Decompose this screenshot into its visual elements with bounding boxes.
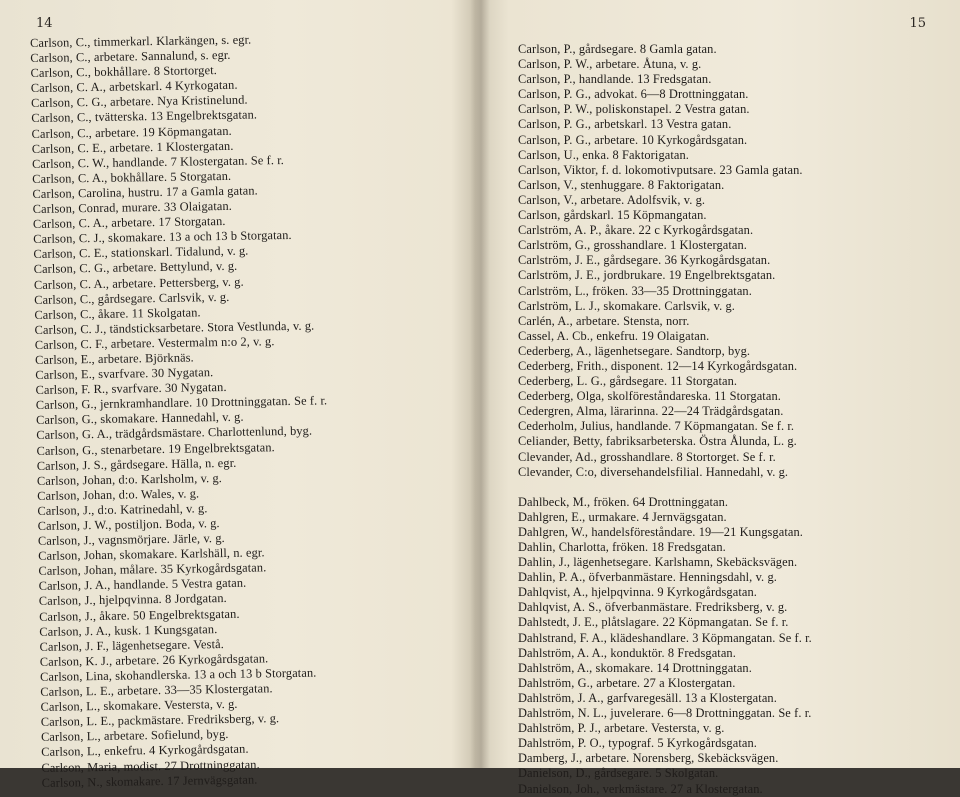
directory-entry: Carlson, P., handlande. 13 Fredsgatan. bbox=[518, 72, 712, 87]
directory-entry: Carlson, C. E., arbetare. 1 Klostergatan. bbox=[31, 138, 234, 156]
directory-entry: Carlson, Carolina, hustru. 17 a Gamla gatan. bbox=[32, 183, 258, 201]
directory-entry: Carlson, C. A., arbetare. Pettersberg, v. g. bbox=[33, 274, 244, 292]
directory-entry: Dahlstedt, J. E., plåtslagare. 22 Köpmangatan. Se f. r. bbox=[518, 615, 789, 630]
directory-entry: Carlson, P. W., arbetare. Åtuna, v. g. bbox=[518, 57, 702, 72]
directory-entry: Carlson, L., enkefru. 4 Kyrkogårdsgatan. bbox=[41, 742, 249, 760]
directory-entry: Dahlström, A., skomakare. 14 Drottninggatan. bbox=[518, 660, 752, 675]
directory-entry: Cassel, A. Cb., enkefru. 19 Olaigatan. bbox=[518, 328, 710, 343]
page-number-right: 15 bbox=[909, 16, 926, 31]
directory-entry: Celiander, Betty, fabriksarbeterska. Östra Ålunda, L. g. bbox=[518, 434, 797, 449]
directory-entry: Carlson, U., enka. 8 Faktorigatan. bbox=[518, 147, 689, 162]
directory-entry: Clevander, Ad., grosshandlare. 8 Stortorget. Se f. r. bbox=[518, 449, 776, 464]
directory-entry: Carlson, G. A., trädgårdsmästare. Charlottenlund, byg. bbox=[36, 424, 313, 443]
directory-entry: Carlson, Lina, skohandlerska. 13 a och 13 b Storgatan. bbox=[39, 665, 317, 684]
directory-entry: Carlson, C. G., arbetare. Nya Kristinelund. bbox=[30, 92, 248, 111]
directory-entry: Carlson, J. S., gårdsegare. Hälla, n. egr. bbox=[36, 455, 237, 473]
directory-entry: Carlson, J., d:o. Katrinedahl, v. g. bbox=[37, 501, 208, 518]
directory-entry: Carlson, J. W., postiljon. Boda, v. g. bbox=[37, 516, 220, 533]
directory-entry: Carlson, J. A., kusk. 1 Kungsgatan. bbox=[39, 621, 218, 639]
directory-entry: Cederberg, L. G., gårdsegare. 11 Storgatan. bbox=[518, 374, 738, 389]
directory-entry: Dahlqvist, A., hjelpqvinna. 9 Kyrkogårdsgatan. bbox=[518, 585, 757, 600]
directory-entry: Carlson, C., timmerkarl. Klarkängen, s. egr. bbox=[30, 32, 252, 50]
directory-entry: Carlson, gårdskarl. 15 Köpmangatan. bbox=[518, 208, 707, 223]
directory-entry: Carlström, A. P., åkare. 22 c Kyrkogårdsgatan. bbox=[518, 223, 754, 238]
directory-entry: Carlson, G., skomakare. Hannedahl, v. g. bbox=[35, 410, 244, 428]
directory-entry: Carlson, N., skomakare. 17 Jernvägsgatan. bbox=[41, 772, 258, 790]
directory-entry: Dahlgren, E., urmakare. 4 Jernvägsgatan. bbox=[518, 509, 727, 524]
directory-entry: Dahlin, Charlotta, fröken. 18 Fredsgatan. bbox=[518, 540, 726, 554]
directory-entry: Carlson, E., svarfvare. 30 Nygatan. bbox=[35, 365, 214, 383]
directory-entry: Carlson, Johan, d:o. Wales, v. g. bbox=[37, 486, 200, 503]
directory-entry: Dahlström, A. A., konduktör. 8 Fredsgatan. bbox=[518, 645, 736, 660]
directory-entry: Carlson, F. R., svarfvare. 30 Nygatan. bbox=[35, 380, 227, 398]
directory-entry: Dahlström, P. J., arbetare. Vestersta, v. g. bbox=[518, 721, 725, 736]
directory-entry: Danielson, D., gårdsegare. 5 Skolgatan. bbox=[518, 766, 719, 781]
directory-entry: Carlson, V., stenhuggare. 8 Faktorigatan. bbox=[518, 177, 725, 192]
directory-entry: Carlson, P., gårdsegare. 8 Gamla gatan. bbox=[518, 42, 717, 56]
directory-entry: Carlström, J. E., gårdsegare. 36 Kyrkogårdsgatan. bbox=[518, 253, 771, 268]
directory-entry: Carlström, J. E., jordbrukare. 19 Engelbrektsgatan. bbox=[518, 268, 776, 283]
directory-entry: Dahlstrand, F. A., klädeshandlare. 3 Köpmangatan. Se f. r. bbox=[518, 630, 812, 645]
directory-entry: Carlson, C., åkare. 11 Skolgatan. bbox=[34, 305, 201, 322]
directory-entry: Clevander, C:o, diversehandelsfilial. Hannedahl, v. g. bbox=[518, 464, 789, 479]
directory-entry: Carlström, G., grosshandlare. 1 Klostergatan. bbox=[518, 238, 747, 253]
directory-entry: Carlson, V., arbetare. Adolfsvik, v. g. bbox=[518, 192, 706, 207]
directory-entry: Carlson, C., bokhållare. 8 Stortorget. bbox=[30, 63, 217, 81]
directory-entry: Carlson, C. A., bokhållare. 5 Storgatan. bbox=[32, 168, 232, 186]
directory-entry: Carlson, Johan, målare. 35 Kyrkogårdsgatan. bbox=[38, 560, 267, 579]
directory-entry: Carlson, C. J., tändsticksarbetare. Stora Vestlunda, v. g. bbox=[34, 318, 315, 337]
directory-entry: Carlson, G., jernkramhandlare. 10 Drottninggatan. Se f. r. bbox=[35, 393, 328, 413]
directory-entry: Carlson, L. E., arbetare. 33—35 Klostergatan. bbox=[40, 681, 273, 699]
directory-entry: Carlson, Johan, skomakare. Karlshäll, n. egr. bbox=[38, 545, 265, 564]
directory-entry: Dahlström, J. A., garfvaregesäll. 13 a Klostergatan. bbox=[518, 690, 777, 705]
right-entry-list bbox=[518, 42, 812, 797]
directory-entry: Damberg, J., arbetare. Norensberg, Skebäcksvägen. bbox=[518, 751, 779, 766]
directory-entry: Carlson, P. G., arbetare. 10 Kyrkogårdsgatan. bbox=[518, 132, 748, 147]
directory-entry: Dahlbeck, M., fröken. 64 Drottninggatan. bbox=[518, 494, 729, 509]
directory-entry: Carlson, C., tvätterska. 13 Engelbrektsgatan. bbox=[31, 107, 258, 126]
directory-entry: Carlson, P. G., advokat. 6—8 Drottninggatan. bbox=[518, 87, 749, 102]
directory-entry: Carlén, A., arbetare. Stensta, norr. bbox=[518, 313, 690, 328]
directory-entry: Carlson, C. A., arbetare. 17 Storgatan. bbox=[32, 214, 226, 232]
directory-entry: Carlson, J. F., lägenhetsegare. Vestå. bbox=[39, 636, 224, 654]
directory-entry: Carlström, L. J., skomakare. Carlsvik, v. g. bbox=[518, 298, 735, 313]
directory-entry: Carlström, L., fröken. 33—35 Drottninggatan. bbox=[518, 283, 752, 298]
directory-entry: Carlson, Conrad, murare. 33 Olaigatan. bbox=[32, 198, 233, 217]
directory-entry: Carlson, J. A., handlande. 5 Vestra gatan. bbox=[38, 576, 247, 594]
directory-entry: Carlson, C., gårdsegare. Carlsvik, v. g. bbox=[34, 289, 230, 307]
directory-entry: Dahlqvist, A. S., öfverbanmästare. Fredriksberg, v. g. bbox=[518, 600, 788, 615]
directory-entry: Dahlström, P. O., typograf. 5 Kyrkogårdsgatan. bbox=[518, 736, 757, 751]
directory-entry: Carlson, G., stenarbetare. 19 Engelbrektsgatan. bbox=[36, 439, 275, 458]
directory-entry: Danielson, Joh., verkmästare. 27 a Klostergatan. bbox=[518, 781, 763, 796]
directory-entry: Carlson, C. G., arbetare. Bettylund, v. g. bbox=[33, 259, 238, 277]
directory-entry: Carlson, Viktor, f. d. lokomotivputsare. 23 Gamla gatan. bbox=[518, 162, 803, 177]
directory-entry: Carlson, Maria, modist. 27 Drottninggatan. bbox=[41, 756, 260, 775]
directory-entry: Carlson, C. W., handlande. 7 Klostergatan. Se f. r. bbox=[31, 152, 285, 171]
left-entry-list bbox=[30, 31, 333, 790]
directory-entry: Carlson, P. W., poliskonstapel. 2 Vestra gatan. bbox=[518, 102, 750, 117]
directory-entry: Carlson, K. J., arbetare. 26 Kyrkogårdsgatan. bbox=[39, 651, 269, 669]
directory-entry: Carlson, C. E., stationskarl. Tidalund, v. g. bbox=[33, 243, 249, 262]
directory-entry: Dahlgren, W., handelsföreståndare. 19—21 Kungsgatan. bbox=[518, 524, 803, 539]
page-number-left: 14 bbox=[36, 16, 53, 31]
directory-entry: Carlson, C. A., arbetskarl. 4 Kyrkogatan. bbox=[30, 78, 238, 96]
right-page bbox=[484, 0, 960, 796]
directory-entry: Carlson, C., arbetare. Sannalund, s. egr. bbox=[30, 47, 231, 66]
directory-entry: Carlson, J., hjelpqvinna. 8 Jordgatan. bbox=[38, 591, 227, 609]
directory-entry: Carlson, C., arbetare. 19 Köpmangatan. bbox=[31, 123, 232, 141]
directory-entry: Carlson, C. J., skomakare. 13 a och 13 b Storgatan. bbox=[33, 228, 292, 247]
left-page bbox=[0, 0, 476, 790]
directory-entry: Carlson, E., arbetare. Björknäs. bbox=[34, 350, 194, 367]
directory-entry: Dahlström, N. L., juvelerare. 6—8 Drottninggatan. Se f. r. bbox=[518, 706, 812, 721]
directory-entry: Carlson, J., åkare. 50 Engelbrektsgatan. bbox=[39, 606, 240, 624]
directory-entry: Cederberg, A., lägenhetsegare. Sandtorp, byg. bbox=[518, 343, 751, 358]
directory-entry: Carlson, P. G., arbetskarl. 13 Vestra gatan. bbox=[518, 117, 732, 132]
directory-entry: Carlson, L. E., packmästare. Fredriksberg, v. g. bbox=[40, 711, 280, 730]
directory-entry: Cedergren, Alma, lärarinna. 22—24 Trädgårdsgatan. bbox=[518, 404, 784, 419]
directory-entry: Cederberg, Frith., disponent. 12—14 Kyrkogårdsgatan. bbox=[518, 358, 798, 373]
directory-entry: Carlson, Johan, d:o. Karlsholm, v. g. bbox=[36, 470, 223, 488]
directory-entry: Carlson, J., vagnsmörjare. Järle, v. g. bbox=[37, 531, 225, 549]
directory-entry: Dahlström, G., arbetare. 27 a Klostergatan. bbox=[518, 675, 736, 690]
directory-entry: Dahlin, J., lägenhetsegare. Karlshamn, Skebäcksvägen. bbox=[518, 555, 798, 570]
directory-entry: Carlson, L., skomakare. Vestersta, v. g. bbox=[40, 696, 238, 715]
directory-entry: Carlson, L., arbetare. Sofielund, byg. bbox=[40, 727, 229, 745]
directory-entry: Cederberg, Olga, skolföreståndareska. 11 Storgatan. bbox=[518, 389, 781, 404]
directory-entry: Carlson, C. F., arbetare. Vestermalm n:o 2, v. g. bbox=[34, 334, 275, 352]
directory-entry: Dahlin, P. A., öfverbanmästare. Henningsdahl, v. g. bbox=[518, 570, 777, 585]
directory-entry: Cederholm, Julius, handlande. 7 Köpmangatan. Se f. r. bbox=[518, 419, 795, 434]
